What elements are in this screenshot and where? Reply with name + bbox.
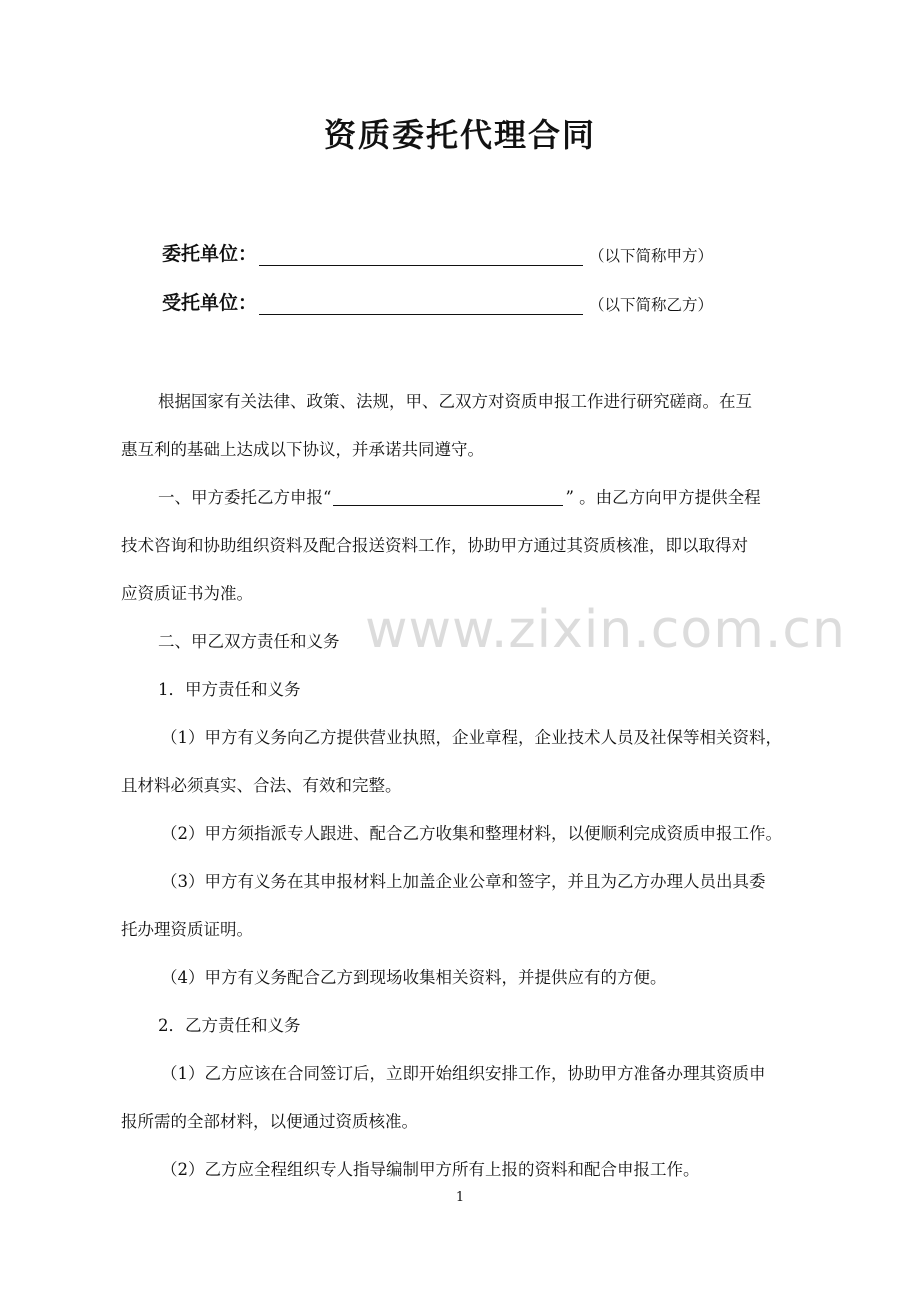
party-a-heading: 1．甲方责任和义务	[158, 680, 301, 699]
clause-1-suffix: ” 。由乙方向甲方提供全程	[565, 488, 761, 507]
client-label: 委托单位：	[162, 243, 258, 265]
party-a-item-4: （4）甲方有义务配合乙方到现场收集相关资料，并提供应有的方便。	[161, 968, 667, 987]
party-b-heading: 2．乙方责任和义务	[158, 1016, 301, 1035]
agent-blank-line[interactable]	[259, 292, 583, 315]
clause-1-line-3: 应资质证书为准。	[121, 584, 253, 603]
intro-line-1: 根据国家有关法律、政策、法规，甲、乙双方对资质申报工作进行研究磋商。在互	[158, 392, 752, 411]
agent-party-row	[162, 285, 713, 315]
document-title: 资质委托代理合同	[323, 116, 596, 154]
party-a-item-1-line-1: （1）甲方有义务向乙方提供营业执照，企业章程，企业技术人员及社保等相关资料，	[161, 728, 782, 747]
qualification-blank[interactable]	[333, 487, 563, 506]
client-party-row	[162, 236, 713, 266]
client-note: （以下简称甲方）	[589, 247, 714, 265]
page-number: 1	[455, 1190, 465, 1205]
party-b-item-1-line-1: （1）乙方应该在合同签订后，立即开始组织安排工作，协助甲方准备办理其资质申	[161, 1064, 766, 1083]
party-a-item-1-line-2: 且材料必须真实、合法、有效和完整。	[121, 776, 402, 795]
clause-1	[121, 474, 837, 618]
client-blank-line[interactable]	[259, 243, 583, 266]
agent-label: 受托单位：	[162, 292, 258, 314]
party-b-item-2: （2）乙方应全程组织专人指导编制甲方所有上报的资料和配合申报工作。	[161, 1160, 700, 1179]
party-b-item-1-line-2: 报所需的全部材料，以便通过资质核准。	[121, 1112, 418, 1131]
clause-1-prefix: 一、甲方委托乙方申报“	[158, 488, 332, 507]
clause-2-heading: 二、甲乙双方责任和义务	[158, 632, 340, 651]
agent-note: （以下简称乙方）	[589, 296, 714, 314]
clause-2	[121, 618, 837, 1194]
party-a-item-2: （2）甲方须指派专人跟进、配合乙方收集和整理材料，以便顺利完成资质申报工作。	[161, 824, 782, 843]
party-a-item-3-line-2: 托办理资质证明。	[121, 920, 253, 939]
intro-line-2: 惠互利的基础上达成以下协议，并承诺共同遵守。	[121, 440, 484, 459]
intro-paragraph	[121, 378, 837, 474]
clause-1-line-1	[121, 474, 837, 522]
party-a-item-3-line-1: （3）甲方有义务在其申报材料上加盖企业公章和签字，并且为乙方办理人员出具委	[161, 872, 766, 891]
clause-1-line-2: 技术咨询和协助组织资料及配合报送资料工作，协助甲方通过其资质核准，即以取得对	[121, 536, 748, 555]
watermark: www.zixin.com.cn	[365, 600, 846, 660]
